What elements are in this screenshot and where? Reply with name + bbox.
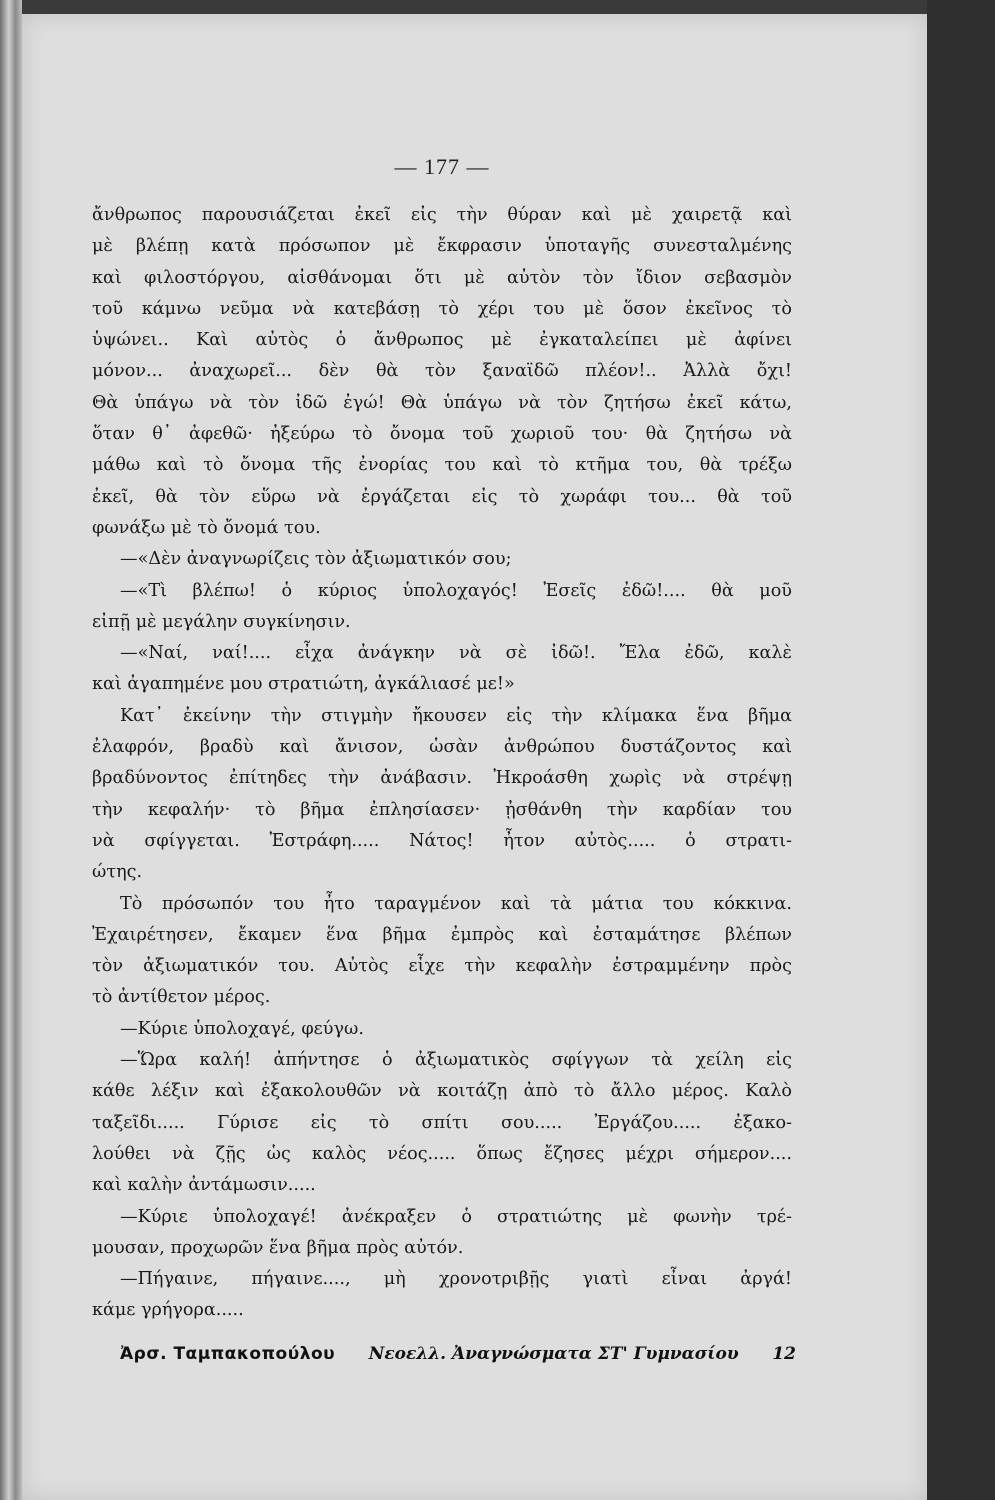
text-line: καὶ φιλοστόργου, αἰσθάνομαι ὅτι μὲ αὐτὸν τὸν ἴδιον σεβασμὸν: [92, 267, 792, 288]
text-line: κάθε λέξιν καὶ ἐξακολουθῶν νὰ κοιτάζῃ ἀπὸ τὸ ἄλλο μέρος. Καλὸ: [92, 1081, 792, 1102]
text-line: Τὸ πρόσωπόν του ἦτο ταραγμένον καὶ τὰ μάτια του κόκκινα.: [120, 893, 792, 914]
text-line: κάμε γρήγορα.....: [92, 1300, 244, 1321]
text-line: τὸ ἀντίθετον μέρος.: [92, 987, 271, 1008]
footer-book-title: Νεοελλ. Ἀναγνώσματα ΣΤ' Γυμνασίου: [368, 1344, 739, 1364]
text-line: νὰ σφίγγεται. Ἐστράφη..... Νάτος! ἦτον αὐτὸς..... ὁ στρατι-: [92, 830, 792, 851]
text-line: ἐκεῖ, θὰ τὸν εὕρω νὰ ἐργάζεται εἰς τὸ χωράφι του... θὰ τοῦ: [92, 486, 792, 507]
text-line: εἰπῇ μὲ μεγάλην συγκίνησιν.: [92, 611, 351, 632]
text-line: ὅταν θ᾽ ἀφεθῶ· ἠξεύρω τὸ ὄνομα τοῦ χωριοῦ του· θὰ ζητήσω νὰ: [92, 424, 792, 445]
body-text: [92, 200, 792, 1327]
footer-author: Ἀρσ. Ταμπακοπούλου: [120, 1344, 336, 1364]
text-line: Κατ᾽ ἐκείνην τὴν στιγμὴν ἤκουσεν εἰς τὴν κλίμακα ἕνα βῆμα: [120, 705, 792, 726]
text-line: τὴν κεφαλήν· τὸ βῆμα ἐπλησίασεν· ᾐσθάνθη τὴν καρδίαν του: [92, 799, 792, 820]
text-line: ἐλαφρόν, βραδὺ καὶ ἄνισον, ὡσὰν ἀνθρώπου δυστάζοντος καὶ: [92, 737, 792, 758]
text-line: μόνον... ἀναχωρεῖ... δὲν θὰ τὸν ξαναϊδῶ πλέον!.. Ἀλλὰ ὄχι!: [92, 361, 792, 382]
text-line: Θὰ ὑπάγω νὰ τὸν ἰδῶ ἐγώ! Θὰ ὑπάγω νὰ τὸν ζητήσω ἐκεῖ κάτω,: [92, 392, 792, 413]
text-line: μάθω καὶ τὸ ὄνομα τῆς ἐνορίας του καὶ τὸ κτῆμα του, θὰ τρέξω: [92, 455, 792, 476]
text-line: τοῦ κάμνω νεῦμα νὰ κατεβάσῃ τὸ χέρι του μὲ ὅσον ἐκεῖνος τὸ: [92, 298, 792, 319]
text-line: —«Τὶ βλέπω! ὁ κύριος ὑπολοχαγός! Ἐσεῖς ἐδῶ!.... θὰ μοῦ: [120, 580, 792, 601]
text-line: Ἐχαιρέτησεν, ἔκαμεν ἕνα βῆμα ἐμπρὸς καὶ ἐσταμάτησε βλέπων: [92, 924, 792, 945]
text-line: —Ὥρα καλή! ἀπήντησε ὁ ἀξιωματικὸς σφίγγων τὰ χείλη εἰς: [120, 1050, 792, 1071]
text-line: φωνάξω μὲ τὸ ὄνομά του.: [92, 517, 321, 538]
text-line: ώτης.: [92, 862, 143, 883]
scan-background: [927, 0, 995, 1500]
page-footer: [120, 1344, 796, 1364]
text-line: τὸν ἀξιωματικόν του. Αὐτὸς εἶχε τὴν κεφαλὴν ἐστραμμένην πρὸς: [92, 956, 792, 977]
text-line: ταξεῖδι..... Γύρισε εἰς τὸ σπίτι σου..... Ἐργάζου..... ἐξακο-: [92, 1112, 792, 1133]
text-line: —Πήγαινε, πήγαινε...., μὴ χρονοτριβῇς γιατὶ εἶναι ἀργά!: [120, 1269, 792, 1290]
text-line: μουσαν, προχωρῶν ἕνα βῆμα πρὸς αὐτόν.: [92, 1237, 464, 1258]
text-line: βραδύνοντος ἐπίτηδες τὴν ἀνάβασιν. Ἠκροάσθη χωρὶς νὰ στρέψῃ: [92, 768, 792, 789]
text-line: καὶ ἀγαπημένε μου στρατιώτη, ἀγκάλιασέ με!»: [92, 674, 515, 695]
text-line: λούθει νὰ ζῇς ὡς καλὸς νέος..... ὅπως ἔζησες μέχρι σήμερον....: [92, 1143, 792, 1164]
text-line: —Κύριε ὑπολοχαγέ! ἀνέκραξεν ὁ στρατιώτης μὲ φωνὴν τρέ-: [120, 1206, 792, 1227]
text-line: —«Δὲν ἀναγνωρίζεις τὸν ἀξιωματικόν σου;: [120, 549, 512, 570]
page-number: — 177 —: [394, 154, 490, 179]
text-line: ἄνθρωπος παρουσιάζεται ἐκεῖ εἰς τὴν θύραν καὶ μὲ χαιρετᾷ καὶ: [92, 205, 792, 225]
text-line: καὶ καλὴν ἀντάμωσιν.....: [92, 1175, 316, 1196]
text-line: μὲ βλέπῃ κατὰ πρόσωπον μὲ ἔκφρασιν ὑποταγῆς συνεσταλμένης: [92, 236, 792, 257]
page-binding-edge: [0, 0, 22, 1500]
footer-signature-number: 12: [772, 1344, 796, 1364]
text-line: —Κύριε ὑπολοχαγέ, φεύγω.: [120, 1018, 364, 1039]
book-page: [22, 14, 927, 1500]
text-line: ὑψώνει.. Καὶ αὐτὸς ὁ ἄνθρωπος μὲ ἐγκαταλείπει μὲ ἀφίνει: [92, 330, 792, 351]
text-line: —«Ναί, ναί!.... εἶχα ἀνάγκην νὰ σὲ ἰδῶ!. Ἔλα ἐδῶ, καλὲ: [120, 643, 792, 664]
